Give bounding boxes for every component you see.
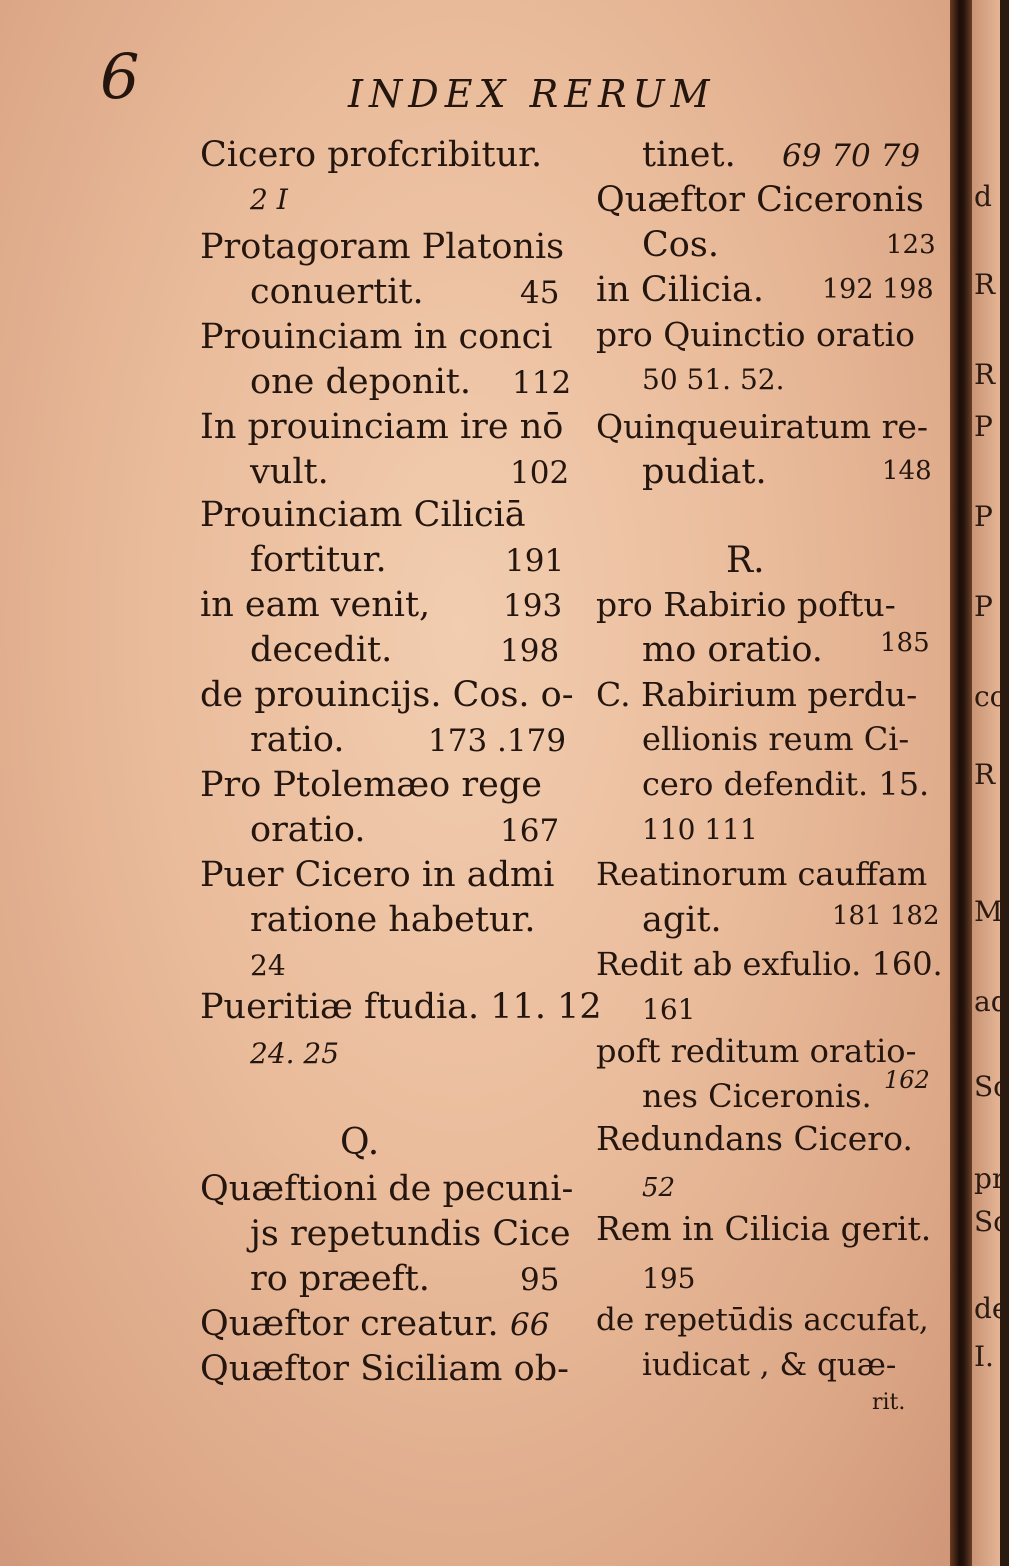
facing-fragment: d [974,180,992,213]
index-entry: Quæftor creatur. [200,1304,499,1344]
page-reference: 95 [520,1262,560,1298]
facing-fragment: M [974,895,1003,928]
index-entry: Reatinorum cauffam [596,855,928,893]
index-entry: Prouinciam Ciliciā [200,495,526,535]
index-entry: in eam venit, [200,585,431,625]
page-reference: 198 [500,633,560,669]
index-entry-ref: 195 [642,1262,696,1295]
facing-fragment: P [974,590,993,623]
page-reference: 167 [500,813,560,849]
index-entry: Pro Ptolemæo rege [200,765,542,805]
index-entry: oratio. [250,810,366,850]
index-entry: fortitur. [250,540,387,580]
index-entry: in Cilicia. [596,270,765,310]
index-entry: de repetūdis accufat, [596,1302,929,1338]
index-entry: ratio. [250,720,345,760]
facing-fragment: P [974,410,993,443]
index-entry: Quæftioni de pecuni- [200,1169,574,1209]
index-entry-ref: 24 [250,949,286,982]
index-entry: Redundans Cicero. [596,1119,913,1158]
index-entry: Quæftor Ciceronis [596,180,924,220]
index-entry: C. Rabirium perdu- [596,675,918,714]
facing-fragment: Sc [974,1205,1009,1238]
index-entry: Prouinciam in conci [200,317,553,357]
page-reference: 185 [880,628,930,658]
index-entry: Protagoram Platonis [200,227,565,267]
index-entry: conuertit. [250,272,424,312]
index-entry-ref: 50 51. 52. [642,363,785,396]
facing-page-edge [972,0,1009,1566]
page-reference: 66 [510,1307,550,1343]
index-entry: pro Quinctio oratio [596,315,916,354]
page-reference: 192 198 [822,274,934,305]
index-entry: decedit. [250,630,393,670]
facing-fragment: R [974,358,996,391]
facing-fragment: Sc [974,1070,1009,1103]
running-title: INDEX RERUM [348,72,716,116]
page-reference: 148 [882,456,932,486]
page-reference: 162 [884,1066,930,1094]
index-entry: Puer Cicero in admi [200,855,555,895]
facing-fragment: P [974,500,993,533]
page-number: 6 [100,40,140,113]
index-entry-ref: 110 111 [642,813,758,846]
index-entry: rit. [872,1390,906,1415]
index-entry: de prouincijs. Cos. o- [200,675,574,715]
index-entry-ref: 52 [642,1173,676,1203]
page-reference: 102 [510,455,570,491]
index-entry: pudiat. [642,452,767,492]
page-reference: 193 [503,588,563,624]
index-entry-ref: 161 [642,993,696,1026]
index-entry: ellionis reum Ci- [642,720,910,758]
index-entry: Quinqueuiratum re- [596,407,929,446]
page-reference: 123 [886,230,936,260]
index-entry: In prouinciam ire nō [200,407,564,447]
facing-fragment: pr [974,1162,1006,1195]
index-entry: js repetundis Cice [250,1214,571,1254]
index-entry-ref: 24. 25 [250,1037,340,1070]
index-entry: ratione habetur. [250,900,536,940]
facing-fragment: cc [974,680,1006,713]
facing-fragment: ad [974,985,1009,1018]
index-entry-ref: 2 I [250,183,288,216]
page-reference: 181 182 [832,901,940,931]
index-entry: iudicat , & quæ- [642,1347,897,1383]
index-entry: nes Ciceronis. [642,1077,872,1115]
facing-fragment: R [974,268,996,301]
index-entry: ro præeft. [250,1259,430,1299]
index-entry: pro Rabirio poftu- [596,585,896,624]
index-entry: Pueritiæ ftudia. 11. 12 [200,987,602,1027]
page-reference: 69 70 79 [782,138,921,174]
index-entry: Cos. [642,225,719,265]
index-entry: vult. [250,452,329,492]
index-entry: mo oratio. [642,630,823,670]
page-reference: 112 [512,365,572,401]
section-letter-r: R. [726,540,765,581]
index-entry: cero defendit. 15. [642,765,930,803]
page-reference: 45 [520,275,560,311]
index-entry: Quæftor Siciliam ob- [200,1349,569,1389]
index-entry: Redit ab exfulio. 160. [596,945,943,983]
page-reference: 191 [505,543,565,579]
book-gutter [950,0,974,1566]
section-letter-q: Q. [340,1122,380,1163]
facing-fragment: de [974,1292,1009,1325]
facing-fragment: I. [974,1340,994,1373]
index-entry: one deponit. [250,362,471,402]
index-entry: agit. [642,900,722,940]
index-entry: Rem in Cilicia gerit. [596,1209,932,1248]
index-entry: poft reditum oratio- [596,1032,917,1070]
index-entry: Cicero profcribitur. [200,135,543,175]
page-reference: 173 .179 [428,723,567,759]
facing-fragment: R [974,758,996,791]
index-entry: tinet. [642,135,736,175]
